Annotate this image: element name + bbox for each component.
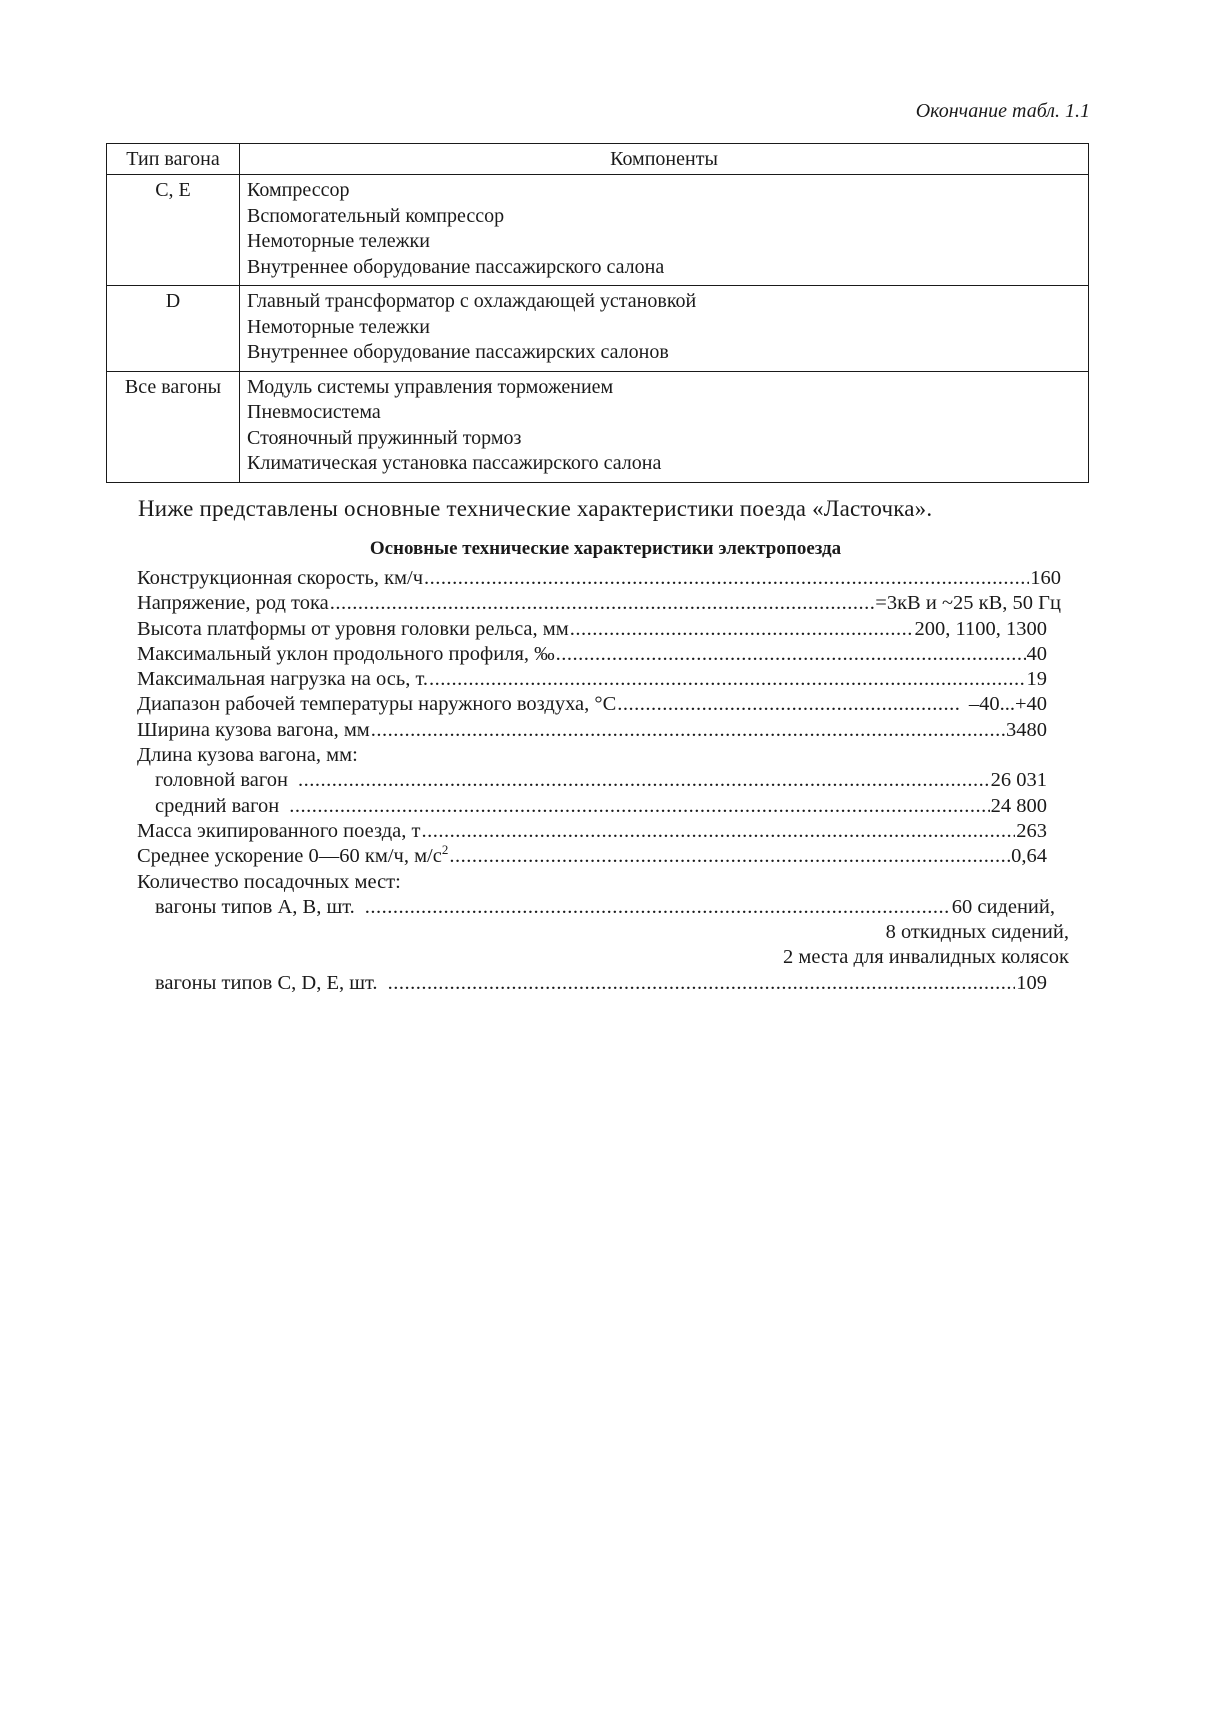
spec-row bbox=[137, 591, 1061, 616]
spec-row-continuation bbox=[137, 945, 1069, 970]
leader-dots bbox=[424, 566, 1029, 591]
leader-dots bbox=[388, 971, 1016, 996]
spec-label: Высота платформы от уровня головки рельса, мм bbox=[137, 617, 569, 640]
component-item: Стояночный пружинный тормоз bbox=[247, 426, 522, 449]
spec-label: вагоны типов А, В, шт. bbox=[155, 895, 355, 918]
spec-row bbox=[137, 642, 1047, 667]
spec-row bbox=[137, 566, 1061, 591]
spec-value: 60 сидений, bbox=[951, 895, 1055, 918]
spec-value: =3кВ и ~25 кВ, 50 Гц bbox=[875, 592, 1061, 615]
spec-label bbox=[137, 844, 448, 869]
components-cell bbox=[240, 286, 1089, 372]
component-item: Вспомогательный компрессор bbox=[247, 204, 505, 227]
component-item: Немоторные тележки bbox=[247, 230, 430, 252]
component-item: Климатическая установка пассажирского салона bbox=[247, 452, 662, 474]
table-row bbox=[107, 175, 1089, 286]
specs-list bbox=[137, 566, 1069, 996]
spec-label: вагоны типов С, D, E, шт. bbox=[155, 971, 378, 994]
spec-value-continuation: 8 откидных сидений, bbox=[885, 921, 1069, 944]
spec-row-continuation bbox=[137, 920, 1069, 945]
spec-value: 263 bbox=[1016, 819, 1047, 842]
spec-value: 24 800 bbox=[990, 794, 1047, 817]
leader-dots bbox=[570, 617, 914, 642]
superscript: 2 bbox=[441, 842, 449, 858]
intro-paragraph: Ниже представлены основные технические характеристики поезда «Ласточка». bbox=[138, 496, 933, 521]
spec-label-text: Среднее ускорение 0—60 км/ч, м/с bbox=[137, 845, 442, 868]
leader-dots bbox=[421, 819, 1015, 844]
leader-dots bbox=[556, 642, 1026, 667]
spec-value: 19 bbox=[1026, 668, 1047, 691]
components-cell bbox=[240, 175, 1089, 286]
spec-row bbox=[137, 870, 1061, 895]
component-item: Главный трансформатор с охлаждающей установкой bbox=[247, 290, 697, 312]
spec-row bbox=[137, 819, 1047, 844]
table-row bbox=[107, 286, 1089, 372]
spec-value: 0,64 bbox=[1011, 845, 1047, 868]
spec-value: 109 bbox=[1016, 971, 1047, 994]
spec-row bbox=[137, 718, 1047, 743]
component-item: Пневмосистема bbox=[247, 401, 381, 423]
table-row bbox=[107, 371, 1089, 482]
table-continuation-note: Окончание табл. 1.1 bbox=[915, 100, 1090, 122]
leader-dots bbox=[429, 667, 1025, 692]
spec-row bbox=[137, 743, 1061, 768]
component-item: Внутреннее оборудование пассажирского салона bbox=[247, 255, 665, 278]
spec-label: Масса экипированного поезда, т bbox=[137, 819, 421, 842]
spec-row bbox=[137, 844, 1047, 869]
spec-label: Диапазон рабочей температуры наружного воздуха, °С bbox=[137, 693, 617, 716]
spec-label: Количество посадочных мест: bbox=[137, 870, 401, 893]
leader-dots bbox=[365, 895, 951, 920]
spec-row bbox=[137, 692, 1047, 717]
spec-row bbox=[137, 667, 1047, 692]
table-header-row bbox=[107, 144, 1089, 175]
spec-value: 26 031 bbox=[990, 769, 1047, 792]
column-header-type: Тип вагона bbox=[107, 144, 240, 175]
leader-dots bbox=[617, 692, 959, 717]
components-cell bbox=[240, 371, 1089, 482]
spec-row bbox=[137, 617, 1047, 642]
spec-value: 40 bbox=[1026, 642, 1047, 665]
column-header-components: Компоненты bbox=[240, 144, 1089, 175]
leader-dots bbox=[330, 591, 875, 616]
component-item: Модуль системы управления торможением bbox=[247, 375, 614, 398]
spec-row bbox=[137, 794, 1047, 819]
spec-value: –40...+40 bbox=[968, 693, 1047, 716]
leader-dots bbox=[371, 718, 1005, 743]
spec-label: Максимальная нагрузка на ось, т. bbox=[137, 668, 429, 691]
component-item: Внутреннее оборудование пассажирских салонов bbox=[247, 341, 669, 363]
spec-label: Конструкционная скорость, км/ч bbox=[137, 567, 424, 589]
component-item: Компрессор bbox=[247, 179, 350, 201]
components-table bbox=[106, 143, 1089, 483]
spec-label: Напряжение, род тока bbox=[137, 592, 329, 615]
leader-dots bbox=[289, 794, 989, 819]
spec-label: Максимальный уклон продольного профиля, ‰ bbox=[137, 642, 555, 665]
spec-row bbox=[137, 768, 1047, 793]
spec-value: 160 bbox=[1030, 567, 1061, 589]
spec-label: Длина кузова вагона, мм: bbox=[137, 744, 358, 767]
component-item: Немоторные тележки bbox=[247, 315, 430, 338]
wagon-type-cell: C, E bbox=[107, 175, 240, 286]
leader-dots bbox=[449, 844, 1010, 869]
spec-row bbox=[137, 971, 1047, 996]
leader-dots bbox=[298, 768, 990, 793]
wagon-type-cell: D bbox=[107, 286, 240, 372]
spec-row bbox=[137, 895, 1055, 920]
spec-label: Ширина кузова вагона, мм bbox=[137, 718, 370, 741]
spec-label: средний вагон bbox=[155, 794, 280, 817]
specs-heading: Основные технические характеристики электропоезда bbox=[369, 538, 842, 559]
wagon-type-cell: Все вагоны bbox=[107, 371, 240, 482]
spec-value: 200, 1100, 1300 bbox=[914, 617, 1047, 640]
spec-value-continuation: 2 места для инвалидных колясок bbox=[783, 946, 1069, 969]
spec-label: головной вагон bbox=[155, 769, 288, 792]
spec-value: 3480 bbox=[1006, 718, 1047, 741]
